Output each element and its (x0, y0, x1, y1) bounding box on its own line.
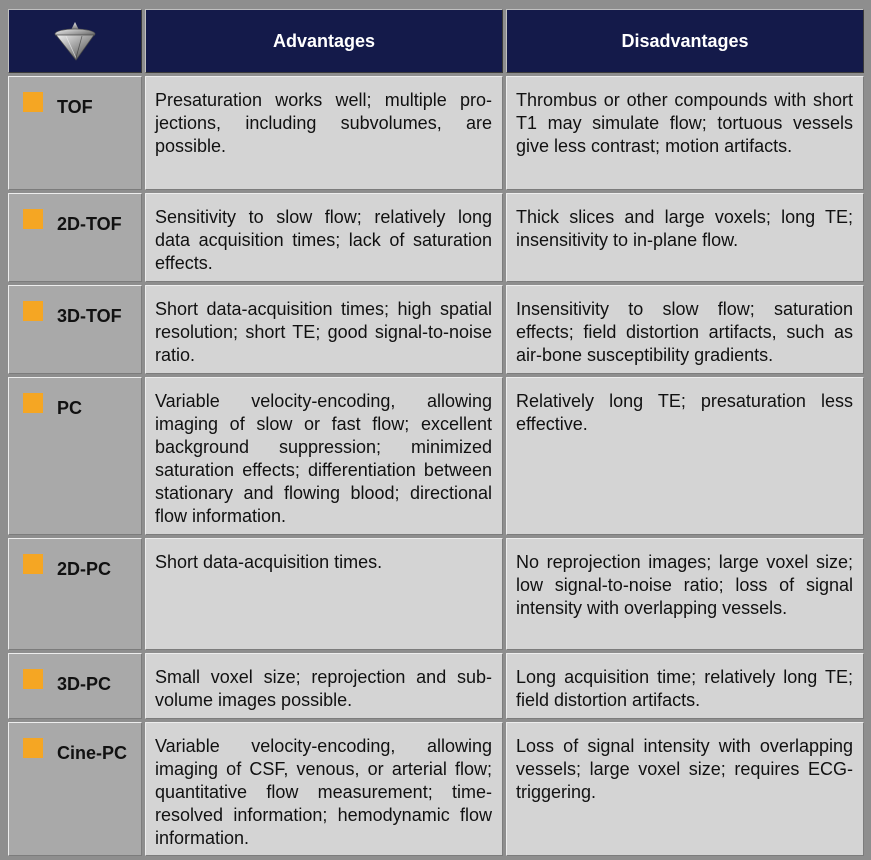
advantages-cell: Variable velocity-encoding, allowing imaging of CSF, venous, or arterial flow; quantitative flow measurement; time-resolved information; hemodynamic flow information. (145, 722, 503, 856)
orange-bullet-icon (23, 393, 43, 413)
advantages-cell: Presaturation works well; multiple projections, including subvolumes, are possible. (145, 76, 503, 190)
technique-label: 2D-TOF (57, 214, 122, 234)
advantages-cell: Short data-acquisition times. (145, 538, 503, 650)
orange-bullet-icon (23, 738, 43, 758)
disadvantages-cell: Thick slices and large voxels; long TE; insensitivity to in-plane flow. (506, 193, 864, 282)
disadvantages-cell: Relatively long TE; presaturation less effective. (506, 377, 864, 535)
technique-cell (8, 193, 142, 282)
disadvantages-cell: Loss of signal intensity with overlapping vessels; large voxel size; requires ECG-triggering. (506, 722, 864, 856)
advantages-header: Advantages (145, 9, 503, 73)
technique-cell (8, 722, 142, 856)
metal-spinning-top-icon (52, 18, 98, 64)
technique-cell (8, 377, 142, 535)
table-row (8, 538, 864, 650)
table-row (8, 285, 864, 374)
advantages-cell: Short data-acquisition times; high spatial resolution; short TE; good signal-to-noise ratio. (145, 285, 503, 374)
technique-label: Cine-PC (57, 743, 128, 763)
orange-bullet-icon (23, 554, 43, 574)
orange-bullet-icon (23, 209, 43, 229)
orange-bullet-icon (23, 669, 43, 689)
technique-label: TOF (57, 97, 93, 117)
orange-bullet-icon (23, 301, 43, 321)
advantages-cell: Variable velocity-encoding, allowing imaging of slow or fast flow; excellent background suppression; minimized saturation effects; differentiation between stationary and flowing blood; directional flow information. (145, 377, 503, 535)
disadvantages-cell: Long acquisition time; relatively long TE; field distortion artifacts. (506, 653, 864, 719)
technique-label: 3D-TOF (57, 306, 122, 326)
table-row (8, 76, 864, 190)
table-row (8, 653, 864, 719)
technique-cell (8, 285, 142, 374)
advantages-cell: Small voxel size; reprojection and subvolume images possible. (145, 653, 503, 719)
technique-label: 2D-PC (57, 559, 112, 579)
table-row (8, 722, 864, 856)
table-row (8, 377, 864, 535)
header-row (8, 9, 864, 73)
disadvantages-cell: Insensitivity to slow flow; saturation effects; field distortion artifacts, such as air-bone susceptibility gradients. (506, 285, 864, 374)
advantages-cell: Sensitivity to slow flow; relatively long data acquisition times; lack of saturation effects. (145, 193, 503, 282)
technique-cell (8, 538, 142, 650)
technique-cell (8, 76, 142, 190)
disadvantages-cell: Thrombus or other compounds with short T1 may simulate flow; tortuous vessels give less contrast; motion artifacts. (506, 76, 864, 190)
comparison-table (5, 6, 867, 859)
disadvantages-header: Disadvantages (506, 9, 864, 73)
technique-label: 3D-PC (57, 674, 112, 694)
table-row (8, 193, 864, 282)
technique-cell (8, 653, 142, 719)
disadvantages-cell: No reprojection images; large voxel size; low signal-to-noise ratio; loss of signal intensity with overlapping vessels. (506, 538, 864, 650)
logo-cell (8, 9, 142, 73)
orange-bullet-icon (23, 92, 43, 112)
technique-label: PC (57, 398, 83, 418)
